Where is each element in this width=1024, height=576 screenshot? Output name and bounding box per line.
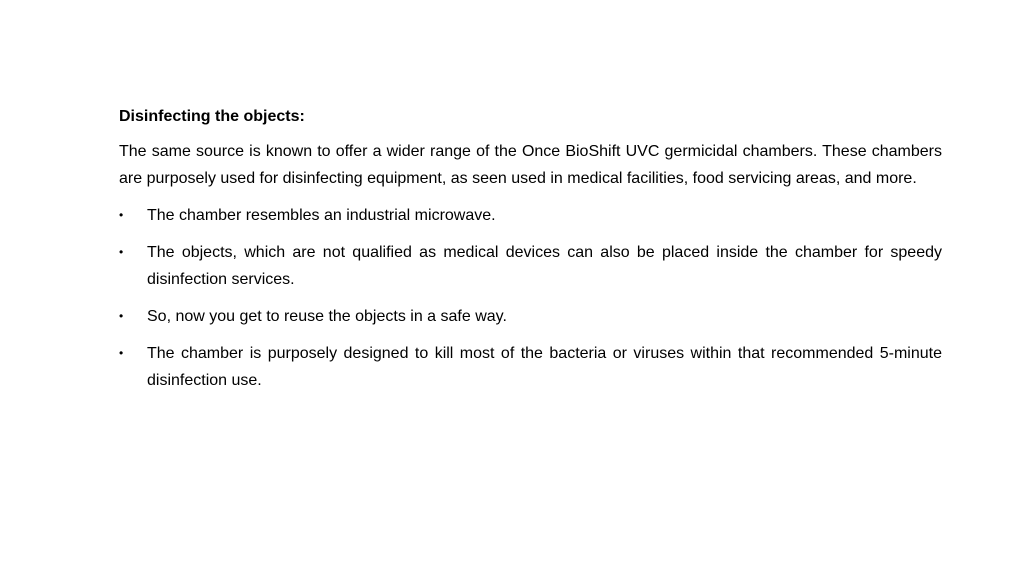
bullet-list [119,202,942,394]
list-item [119,340,942,394]
bullet-icon: • [119,346,124,360]
list-item-text: So, now you get to reuse the objects in a safe way. [147,308,507,325]
list-item [119,239,942,293]
section-heading: Disinfecting the objects: [119,108,305,125]
list-item-text: The chamber is purposely designed to kill most of the bacteria or viruses within that recommended 5-minute disinfection use. [147,345,942,389]
bullet-icon: • [119,309,124,323]
intro-paragraph: The same source is known to offer a wider range of the Once BioShift UVC germicidal chambers. These chambers are purposely used for disinfecting equipment, as seen used in medical facilities, food servicing areas, and more. [119,143,942,187]
list-item [119,303,942,330]
list-item-text: The objects, which are not qualified as medical devices can also be placed inside the chamber for speedy disinfection services. [147,244,942,288]
bullet-icon: • [119,245,124,259]
document-body [119,106,942,404]
bullet-icon: • [119,208,124,222]
list-item [119,202,942,229]
list-item-text: The chamber resembles an industrial microwave. [147,207,496,224]
